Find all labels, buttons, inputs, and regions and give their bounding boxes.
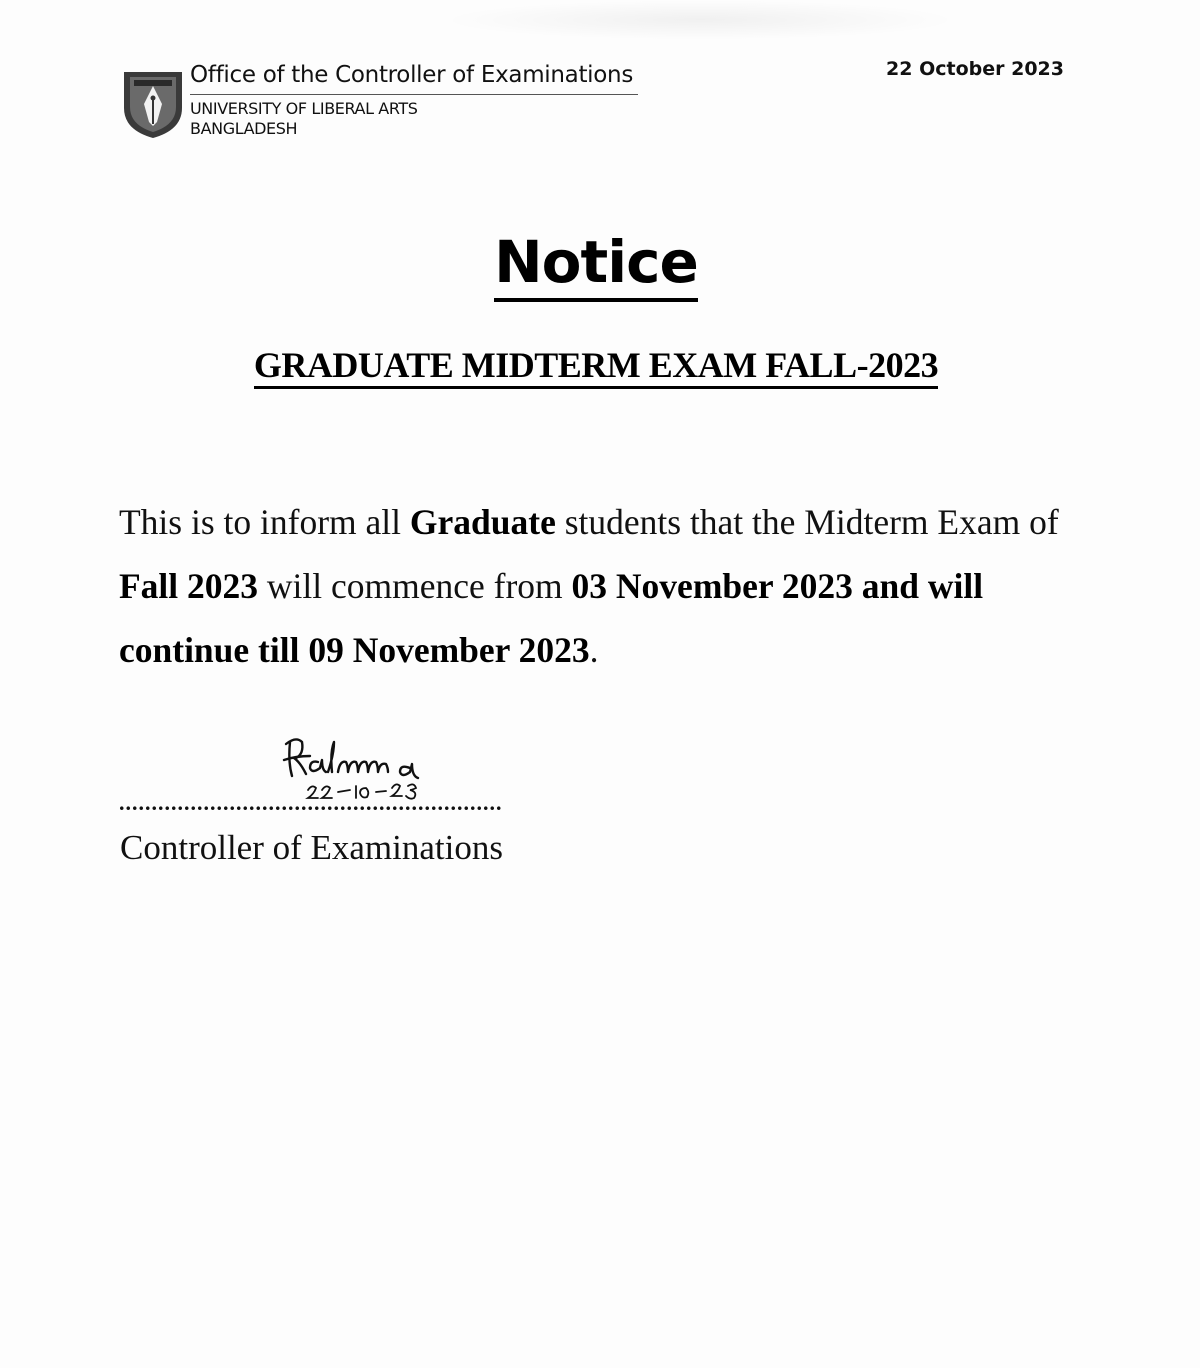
notice-date: 22 October 2023 (886, 58, 1064, 80)
body-text-2: students that the Midterm Exam of (555, 502, 1059, 542)
body-bold-graduate: Graduate (409, 502, 556, 542)
university-name: UNIVERSITY OF LIBERAL ARTS (190, 99, 418, 118)
body-text-4: . (589, 630, 599, 670)
scan-smudge (440, 0, 960, 40)
notice-subject-text: GRADUATE MIDTERM EXAM FALL-2023 (254, 345, 938, 389)
office-title: Office of the Controller of Examinations (190, 62, 634, 88)
signatory-title: Controller of Examinations (120, 828, 503, 867)
pen-nib-shield-logo-icon (120, 68, 186, 140)
university-country: BANGLADESH (190, 119, 298, 138)
body-bold-term: Fall 2023 (119, 566, 259, 606)
letterhead (120, 62, 660, 152)
body-text-1: This is to inform all (119, 502, 410, 542)
signature-dotted-line: ........................................................... (119, 790, 503, 815)
notice-heading-text: Notice (494, 228, 698, 302)
notice-body (119, 490, 1087, 682)
notice-heading (0, 228, 1192, 296)
body-bold-dates: 03 November 2023 and will continue till 09 November 2023 (119, 566, 984, 670)
notice-subject (0, 344, 1192, 386)
body-text-3: will commence from (258, 566, 572, 606)
letterhead-rule (190, 94, 638, 95)
